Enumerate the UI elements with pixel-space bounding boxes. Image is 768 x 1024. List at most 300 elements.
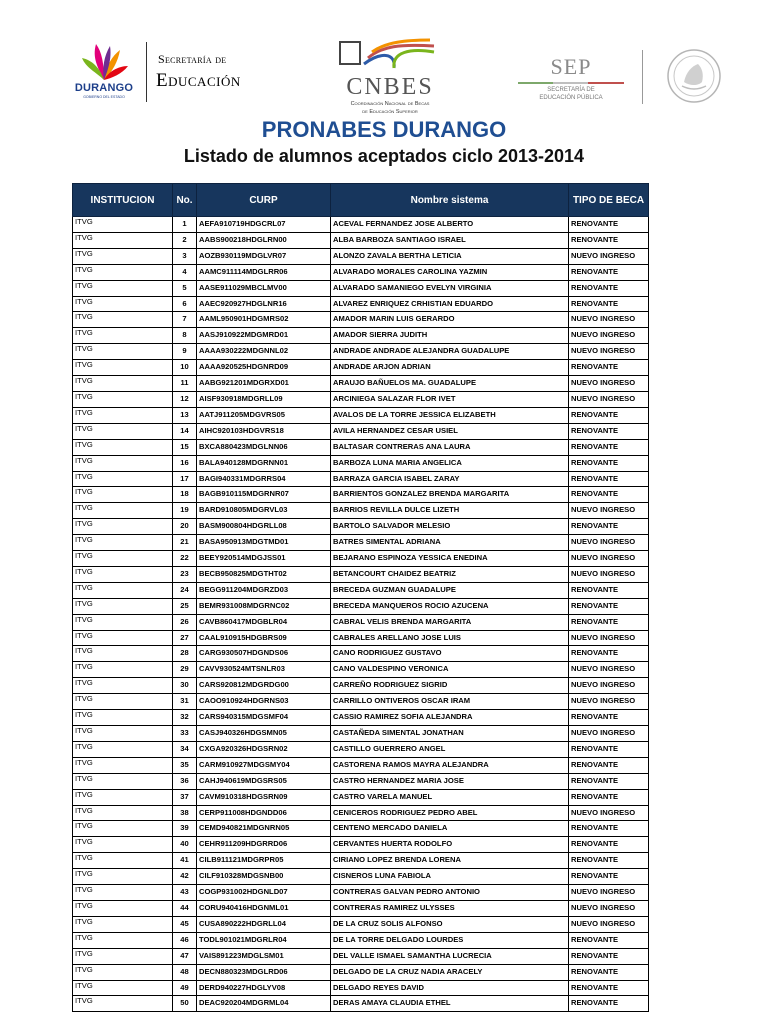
cell-no: 9: [173, 344, 197, 360]
cell-curp: BARD910805MDGRVL03: [197, 503, 331, 519]
column-header-no: No.: [173, 184, 197, 217]
cell-institucion: ITVG: [73, 376, 173, 392]
cell-institucion: ITVG: [73, 932, 173, 948]
cell-nombre: CANO VALDESPINO VERONICA: [331, 662, 569, 678]
cell-institucion: ITVG: [73, 805, 173, 821]
cell-nombre: CABRALES ARELLANO JOSE LUIS: [331, 630, 569, 646]
cell-curp: CERP911008HDGNDD06: [197, 805, 331, 821]
cell-no: 28: [173, 646, 197, 662]
cell-institucion: ITVG: [73, 980, 173, 996]
cell-nombre: DELGADO REYES DAVID: [331, 980, 569, 996]
cell-tipo-beca: RENOVANTE: [569, 869, 649, 885]
cell-tipo-beca: NUEVO INGRESO: [569, 328, 649, 344]
cell-curp: CARS920812MDGRDG00: [197, 678, 331, 694]
cell-tipo-beca: RENOVANTE: [569, 264, 649, 280]
table-row: [73, 869, 649, 885]
table-row: [73, 853, 649, 869]
cell-tipo-beca: RENOVANTE: [569, 980, 649, 996]
cell-institucion: ITVG: [73, 487, 173, 503]
cell-tipo-beca: RENOVANTE: [569, 614, 649, 630]
cell-nombre: DERAS AMAYA CLAUDIA ETHEL: [331, 996, 569, 1012]
cell-tipo-beca: RENOVANTE: [569, 423, 649, 439]
cell-curp: AASE911029MBCLMV00: [197, 280, 331, 296]
cell-no: 2: [173, 232, 197, 248]
table-row: [73, 885, 649, 901]
table-row: [73, 344, 649, 360]
cell-institucion: ITVG: [73, 837, 173, 853]
table-row: [73, 280, 649, 296]
cell-nombre: CABRAL VELIS BRENDA MARGARITA: [331, 614, 569, 630]
table-row: [73, 694, 649, 710]
cell-institucion: ITVG: [73, 948, 173, 964]
cell-tipo-beca: NUEVO INGRESO: [569, 630, 649, 646]
table-row: [73, 487, 649, 503]
cell-no: 25: [173, 598, 197, 614]
durango-logo-text: DURANGO: [74, 82, 134, 94]
cell-nombre: ALVARADO MORALES CAROLINA YAZMIN: [331, 264, 569, 280]
cell-tipo-beca: RENOVANTE: [569, 360, 649, 376]
cell-curp: CEMD940821MDGNRN05: [197, 821, 331, 837]
cell-institucion: ITVG: [73, 312, 173, 328]
cell-curp: BAGI940331MDGRRS04: [197, 471, 331, 487]
cell-no: 10: [173, 360, 197, 376]
cell-nombre: BETANCOURT CHAIDEZ BEATRIZ: [331, 566, 569, 582]
table-row: [73, 535, 649, 551]
cell-nombre: DE LA TORRE DELGADO LOURDES: [331, 932, 569, 948]
cell-nombre: BARTOLO SALVADOR MELESIO: [331, 519, 569, 535]
cell-no: 44: [173, 900, 197, 916]
table-row: [73, 614, 649, 630]
cell-no: 41: [173, 853, 197, 869]
cell-nombre: CIRIANO LOPEZ BRENDA LORENA: [331, 853, 569, 869]
cell-no: 40: [173, 837, 197, 853]
cell-institucion: ITVG: [73, 519, 173, 535]
educacion-label: Educación: [156, 70, 241, 91]
cell-institucion: ITVG: [73, 996, 173, 1012]
cell-nombre: BATRES SIMENTAL ADRIANA: [331, 535, 569, 551]
page-title: PRONABES DURANGO: [261, 117, 507, 142]
column-header-curp: CURP: [197, 184, 331, 217]
cell-no: 16: [173, 455, 197, 471]
mexico-seal-icon: [666, 48, 722, 104]
cell-curp: CUSA890222HDGRLL04: [197, 916, 331, 932]
cell-no: 35: [173, 757, 197, 773]
cell-curp: CEHR911209HDGRRD06: [197, 837, 331, 853]
cell-tipo-beca: NUEVO INGRESO: [569, 248, 649, 264]
cnbes-logo-text: CNBES: [346, 74, 434, 100]
cell-curp: BXCA880423MDGLNN06: [197, 439, 331, 455]
table-row: [73, 232, 649, 248]
cell-no: 26: [173, 614, 197, 630]
cell-nombre: DEL VALLE ISMAEL SAMANTHA LUCRECIA: [331, 948, 569, 964]
cell-institucion: ITVG: [73, 662, 173, 678]
cell-curp: BALA940128MDGRNN01: [197, 455, 331, 471]
cell-tipo-beca: RENOVANTE: [569, 837, 649, 853]
cnbes-subtitle-1: Coordinación Nacional de Becas: [350, 101, 430, 107]
table-row: [73, 773, 649, 789]
cell-curp: BEMR931008MDGRNC02: [197, 598, 331, 614]
table-row: [73, 296, 649, 312]
cell-institucion: ITVG: [73, 439, 173, 455]
table-row: [73, 376, 649, 392]
cell-curp: CARG930507HDGNDS06: [197, 646, 331, 662]
cell-no: 29: [173, 662, 197, 678]
cell-institucion: ITVG: [73, 264, 173, 280]
cell-no: 31: [173, 694, 197, 710]
table-row: [73, 391, 649, 407]
cell-no: 38: [173, 805, 197, 821]
cell-institucion: ITVG: [73, 582, 173, 598]
cell-tipo-beca: RENOVANTE: [569, 757, 649, 773]
cell-curp: AEFA910719HDGCRL07: [197, 217, 331, 233]
cell-institucion: ITVG: [73, 900, 173, 916]
page-subtitle: Listado de alumnos aceptados ciclo 2013-2014: [183, 146, 585, 166]
cell-institucion: ITVG: [73, 757, 173, 773]
cell-institucion: ITVG: [73, 248, 173, 264]
cell-no: 1: [173, 217, 197, 233]
cell-institucion: ITVG: [73, 916, 173, 932]
cell-tipo-beca: NUEVO INGRESO: [569, 344, 649, 360]
cell-nombre: ALBA BARBOZA SANTIAGO ISRAEL: [331, 232, 569, 248]
cell-nombre: AVALOS DE LA TORRE JESSICA ELIZABETH: [331, 407, 569, 423]
table-row: [73, 566, 649, 582]
cell-no: 18: [173, 487, 197, 503]
cell-institucion: ITVG: [73, 551, 173, 567]
cell-no: 11: [173, 376, 197, 392]
cell-tipo-beca: RENOVANTE: [569, 773, 649, 789]
cell-nombre: ALONZO ZAVALA BERTHA LETICIA: [331, 248, 569, 264]
cell-curp: BEEY920514MDGJSS01: [197, 551, 331, 567]
durango-logo-subtext: GOBIERNO DEL ESTADO: [83, 95, 125, 99]
cell-no: 14: [173, 423, 197, 439]
cell-tipo-beca: RENOVANTE: [569, 789, 649, 805]
cell-no: 30: [173, 678, 197, 694]
cell-nombre: BARRIOS REVILLA DULCE LIZETH: [331, 503, 569, 519]
cell-curp: DERD940227HDGLYV08: [197, 980, 331, 996]
cell-no: 36: [173, 773, 197, 789]
cell-curp: AISF930918MDGRLL09: [197, 391, 331, 407]
cell-institucion: ITVG: [73, 360, 173, 376]
table-row: [73, 217, 649, 233]
cell-institucion: ITVG: [73, 296, 173, 312]
table-row: [73, 662, 649, 678]
cell-tipo-beca: RENOVANTE: [569, 280, 649, 296]
cell-curp: CAOO910924HDGRNS03: [197, 694, 331, 710]
table-row: [73, 551, 649, 567]
cell-nombre: ALVAREZ ENRIQUEZ CRHISTIAN EDUARDO: [331, 296, 569, 312]
cell-curp: AAAA930222MDGNNL02: [197, 344, 331, 360]
cell-nombre: DELGADO DE LA CRUZ NADIA ARACELY: [331, 964, 569, 980]
cell-tipo-beca: NUEVO INGRESO: [569, 694, 649, 710]
table-row: [73, 678, 649, 694]
cell-tipo-beca: RENOVANTE: [569, 932, 649, 948]
table-row: [73, 805, 649, 821]
cell-institucion: ITVG: [73, 821, 173, 837]
cell-nombre: CASTRO HERNANDEZ MARIA JOSE: [331, 773, 569, 789]
cell-curp: CAAL910915HDGBRS09: [197, 630, 331, 646]
cell-tipo-beca: NUEVO INGRESO: [569, 726, 649, 742]
cell-curp: AABG921201MDGRXD01: [197, 376, 331, 392]
cell-institucion: ITVG: [73, 344, 173, 360]
cell-no: 48: [173, 964, 197, 980]
table-row: [73, 932, 649, 948]
column-header-nombre: Nombre sistema: [331, 184, 569, 217]
cell-curp: AATJ911205MDGVRS05: [197, 407, 331, 423]
cell-no: 13: [173, 407, 197, 423]
table-row: [73, 407, 649, 423]
cell-tipo-beca: NUEVO INGRESO: [569, 678, 649, 694]
cell-tipo-beca: RENOVANTE: [569, 471, 649, 487]
cell-nombre: BARRIENTOS GONZALEZ BRENDA MARGARITA: [331, 487, 569, 503]
cell-curp: AAMC911114MDGLRR06: [197, 264, 331, 280]
cell-curp: CAHJ940619MDGSRS05: [197, 773, 331, 789]
cell-nombre: CARREÑO RODRIGUEZ SIGRID: [331, 678, 569, 694]
cell-no: 34: [173, 741, 197, 757]
cell-nombre: CONTRERAS GALVAN PEDRO ANTONIO: [331, 885, 569, 901]
cell-nombre: BEJARANO ESPINOZA YESSICA ENEDINA: [331, 551, 569, 567]
secretaria-label: Secretaría de: [158, 52, 227, 66]
cell-institucion: ITVG: [73, 328, 173, 344]
cell-no: 23: [173, 566, 197, 582]
cell-institucion: ITVG: [73, 678, 173, 694]
cell-nombre: ANDRADE ANDRADE ALEJANDRA GUADALUPE: [331, 344, 569, 360]
cell-institucion: ITVG: [73, 503, 173, 519]
cell-curp: AOZB930119MDGLVR07: [197, 248, 331, 264]
cell-institucion: ITVG: [73, 885, 173, 901]
cell-no: 43: [173, 885, 197, 901]
cell-curp: CXGA920326HDGSRN02: [197, 741, 331, 757]
table-row: [73, 312, 649, 328]
cell-nombre: BRECEDA GUZMAN GUADALUPE: [331, 582, 569, 598]
cell-no: 4: [173, 264, 197, 280]
table-row: [73, 757, 649, 773]
cell-curp: CAVB860417MDGBLR04: [197, 614, 331, 630]
cell-tipo-beca: NUEVO INGRESO: [569, 551, 649, 567]
table-row: [73, 646, 649, 662]
cell-nombre: BRECEDA MANQUEROS ROCIO AZUCENA: [331, 598, 569, 614]
cell-curp: CAVM910318HDGSRN09: [197, 789, 331, 805]
cell-tipo-beca: RENOVANTE: [569, 853, 649, 869]
sep-logo-text: SEP: [550, 54, 592, 79]
cell-institucion: ITVG: [73, 789, 173, 805]
cell-no: 33: [173, 726, 197, 742]
cell-curp: BAGB910115MDGRNR07: [197, 487, 331, 503]
sep-subtitle-1: SECRETARÍA DE: [547, 87, 595, 93]
cell-institucion: ITVG: [73, 869, 173, 885]
cell-institucion: ITVG: [73, 280, 173, 296]
cell-nombre: CANO RODRIGUEZ GUSTAVO: [331, 646, 569, 662]
seal-divider: [642, 50, 643, 104]
cell-tipo-beca: NUEVO INGRESO: [569, 503, 649, 519]
cnbes-logo: [330, 38, 450, 118]
cell-nombre: CENICEROS RODRIGUEZ PEDRO ABEL: [331, 805, 569, 821]
table-row: [73, 598, 649, 614]
cell-nombre: ACEVAL FERNANDEZ JOSE ALBERTO: [331, 217, 569, 233]
table-row: [73, 248, 649, 264]
book-icon: [330, 38, 450, 74]
table-row: [73, 471, 649, 487]
cell-no: 32: [173, 710, 197, 726]
cell-institucion: ITVG: [73, 598, 173, 614]
cell-tipo-beca: NUEVO INGRESO: [569, 391, 649, 407]
cell-tipo-beca: RENOVANTE: [569, 741, 649, 757]
cell-institucion: ITVG: [73, 535, 173, 551]
column-header-institucion: INSTITUCION: [73, 184, 173, 217]
table-row: [73, 789, 649, 805]
table-row: [73, 726, 649, 742]
cell-curp: AAEC920927HDGLNR16: [197, 296, 331, 312]
table-row: [73, 328, 649, 344]
cell-nombre: CERVANTES HUERTA RODOLFO: [331, 837, 569, 853]
cell-institucion: ITVG: [73, 391, 173, 407]
cell-tipo-beca: RENOVANTE: [569, 821, 649, 837]
cell-no: 45: [173, 916, 197, 932]
cell-nombre: AVILA HERNANDEZ CESAR USIEL: [331, 423, 569, 439]
table-row: [73, 630, 649, 646]
cell-no: 27: [173, 630, 197, 646]
cell-curp: CASJ940326HDGSMN05: [197, 726, 331, 742]
table-row: [73, 439, 649, 455]
cell-nombre: ARAUJO BAÑUELOS MA. GUADALUPE: [331, 376, 569, 392]
cell-curp: CARM910927MDGSMY04: [197, 757, 331, 773]
cell-tipo-beca: RENOVANTE: [569, 996, 649, 1012]
cell-nombre: CONTRERAS RAMIREZ ULYSSES: [331, 900, 569, 916]
cell-institucion: ITVG: [73, 407, 173, 423]
cell-institucion: ITVG: [73, 726, 173, 742]
cell-curp: BEGG911204MDGRZD03: [197, 582, 331, 598]
cell-no: 3: [173, 248, 197, 264]
cell-tipo-beca: RENOVANTE: [569, 217, 649, 233]
table-row: [73, 710, 649, 726]
cell-no: 15: [173, 439, 197, 455]
cell-nombre: CASTAÑEDA SIMENTAL JONATHAN: [331, 726, 569, 742]
cell-tipo-beca: NUEVO INGRESO: [569, 885, 649, 901]
table-row: [73, 423, 649, 439]
table-row: [73, 964, 649, 980]
cell-tipo-beca: NUEVO INGRESO: [569, 916, 649, 932]
table-header-row: [73, 184, 649, 217]
cell-tipo-beca: RENOVANTE: [569, 519, 649, 535]
table-row: [73, 837, 649, 853]
cell-curp: TODL901021MDGRLR04: [197, 932, 331, 948]
cell-curp: AAAA920525HDGNRD09: [197, 360, 331, 376]
table-row: [73, 900, 649, 916]
cell-no: 39: [173, 821, 197, 837]
cell-no: 7: [173, 312, 197, 328]
cnbes-subtitle-2: de Educación Superior: [362, 109, 418, 115]
cell-no: 24: [173, 582, 197, 598]
cell-institucion: ITVG: [73, 630, 173, 646]
cell-tipo-beca: RENOVANTE: [569, 455, 649, 471]
cell-no: 20: [173, 519, 197, 535]
cell-curp: AASJ910922MDGMRD01: [197, 328, 331, 344]
cell-no: 49: [173, 980, 197, 996]
cell-tipo-beca: NUEVO INGRESO: [569, 376, 649, 392]
column-header-tipo-beca: TIPO DE BECA: [569, 184, 649, 217]
table-row: [73, 821, 649, 837]
cell-curp: BASA950913MDGTMD01: [197, 535, 331, 551]
cell-tipo-beca: RENOVANTE: [569, 964, 649, 980]
cell-curp: DEAC920204MDGRML04: [197, 996, 331, 1012]
cell-curp: AABS900218HDGLRN00: [197, 232, 331, 248]
cell-curp: BECB950825MDGTHT02: [197, 566, 331, 582]
cell-nombre: BARBOZA LUNA MARIA ANGELICA: [331, 455, 569, 471]
cell-no: 47: [173, 948, 197, 964]
table-row: [73, 455, 649, 471]
table-row: [73, 980, 649, 996]
cell-tipo-beca: RENOVANTE: [569, 439, 649, 455]
sep-color-bar: [518, 82, 624, 84]
cell-institucion: ITVG: [73, 853, 173, 869]
cell-tipo-beca: NUEVO INGRESO: [569, 535, 649, 551]
cell-nombre: CASTORENA RAMOS MAYRA ALEJANDRA: [331, 757, 569, 773]
cell-curp: COGP931002HDGNLD07: [197, 885, 331, 901]
cell-tipo-beca: RENOVANTE: [569, 232, 649, 248]
cell-curp: CILF910328MDGSNB00: [197, 869, 331, 885]
cell-tipo-beca: RENOVANTE: [569, 487, 649, 503]
header-divider: [146, 42, 147, 102]
cell-institucion: ITVG: [73, 614, 173, 630]
cell-curp: CAVV930524MTSNLR03: [197, 662, 331, 678]
cell-no: 22: [173, 551, 197, 567]
table-row: [73, 996, 649, 1012]
cell-nombre: CENTENO MERCADO DANIELA: [331, 821, 569, 837]
table-row: [73, 741, 649, 757]
cell-institucion: ITVG: [73, 471, 173, 487]
cell-tipo-beca: RENOVANTE: [569, 296, 649, 312]
table-row: [73, 948, 649, 964]
cell-institucion: ITVG: [73, 217, 173, 233]
table-row: [73, 360, 649, 376]
cell-nombre: ALVARADO SAMANIEGO EVELYN VIRGINIA: [331, 280, 569, 296]
cell-institucion: ITVG: [73, 694, 173, 710]
cell-tipo-beca: RENOVANTE: [569, 646, 649, 662]
cell-tipo-beca: NUEVO INGRESO: [569, 312, 649, 328]
cell-tipo-beca: RENOVANTE: [569, 582, 649, 598]
cell-curp: AAML950901HDGMRS02: [197, 312, 331, 328]
cell-no: 8: [173, 328, 197, 344]
durango-flower-icon: [68, 38, 140, 82]
cell-institucion: ITVG: [73, 741, 173, 757]
cell-tipo-beca: NUEVO INGRESO: [569, 662, 649, 678]
cell-institucion: ITVG: [73, 232, 173, 248]
cell-nombre: DE LA CRUZ SOLIS ALFONSO: [331, 916, 569, 932]
cell-tipo-beca: RENOVANTE: [569, 598, 649, 614]
cell-nombre: CASSIO RAMIREZ SOFIA ALEJANDRA: [331, 710, 569, 726]
cell-nombre: AMADOR MARIN LUIS GERARDO: [331, 312, 569, 328]
cell-tipo-beca: NUEVO INGRESO: [569, 900, 649, 916]
cell-curp: CORU940416HDGNML01: [197, 900, 331, 916]
cell-nombre: BARRAZA GARCIA ISABEL ZARAY: [331, 471, 569, 487]
cell-no: 17: [173, 471, 197, 487]
cell-no: 12: [173, 391, 197, 407]
cell-tipo-beca: RENOVANTE: [569, 948, 649, 964]
durango-logo: [68, 38, 140, 102]
cell-institucion: ITVG: [73, 646, 173, 662]
cell-nombre: CASTRO VARELA MANUEL: [331, 789, 569, 805]
cell-curp: CILB911121MDGRPR05: [197, 853, 331, 869]
cell-nombre: AMADOR SIERRA JUDITH: [331, 328, 569, 344]
cell-no: 5: [173, 280, 197, 296]
table-row: [73, 519, 649, 535]
sep-subtitle-2: EDUCACIÓN PÚBLICA: [539, 95, 603, 101]
cell-no: 19: [173, 503, 197, 519]
table-row: [73, 916, 649, 932]
students-table: [72, 183, 649, 1012]
table-row: [73, 582, 649, 598]
cell-curp: BASM900804HDGRLL08: [197, 519, 331, 535]
cell-institucion: ITVG: [73, 773, 173, 789]
